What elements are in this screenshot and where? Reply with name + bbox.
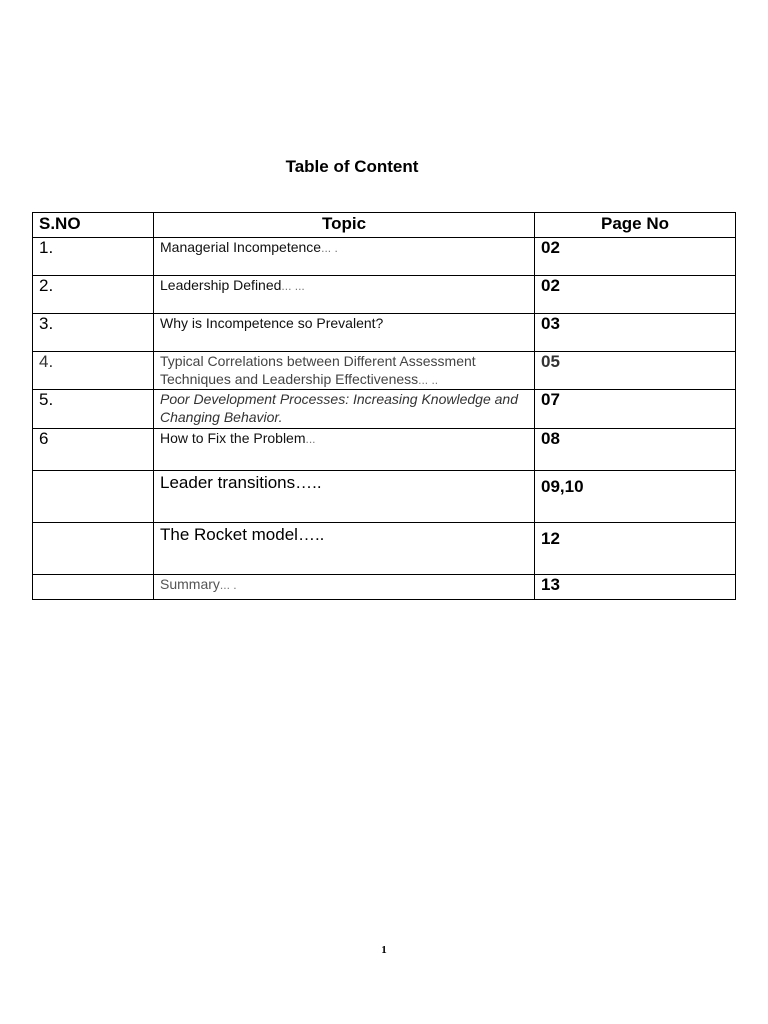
row-sno	[33, 471, 154, 523]
row-sno	[33, 575, 154, 600]
topic-text: Typical Correlations between Different Assessment Techniques and Leadership Effectiveness	[160, 353, 476, 387]
row-topic	[154, 575, 535, 600]
topic-text: How to Fix the Problem	[160, 430, 306, 446]
row-topic	[154, 238, 535, 276]
topic-text: Leadership Defined	[160, 277, 282, 293]
row-page: 07	[535, 390, 736, 429]
table-row	[33, 471, 736, 523]
table-header-row	[33, 213, 736, 238]
row-page: 05	[535, 352, 736, 390]
row-page: 03	[535, 314, 736, 352]
row-sno: 5.	[33, 390, 154, 429]
row-topic	[154, 276, 535, 314]
row-sno: 3.	[33, 314, 154, 352]
table-of-contents	[32, 212, 736, 600]
row-topic	[154, 352, 535, 390]
topic-dots: ... .	[219, 578, 237, 592]
table-row	[33, 429, 736, 471]
topic-text: Leader transitions…..	[160, 473, 322, 492]
row-page: 08	[535, 429, 736, 471]
row-sno: 6	[33, 429, 154, 471]
page-title: Table of Content	[285, 157, 419, 176]
table-row	[33, 276, 736, 314]
topic-dots: ... .	[321, 241, 338, 255]
topic-text: Summary	[160, 576, 220, 592]
topic-dots: ... ...	[281, 279, 305, 293]
row-page: 02	[535, 238, 736, 276]
table-row	[33, 523, 736, 575]
row-page: 02	[535, 276, 736, 314]
row-sno	[33, 523, 154, 575]
table-row	[33, 390, 736, 429]
table-row	[33, 314, 736, 352]
topic-text: Why is Incompetence so Prevalent?	[160, 315, 384, 331]
row-page: 12	[535, 523, 736, 575]
topic-text: The Rocket model…..	[160, 525, 325, 544]
header-sno: S.NO	[33, 213, 154, 238]
row-topic	[154, 471, 535, 523]
topic-text: Poor Development Processes: Increasing Knowledge and Changing Behavior.	[160, 391, 518, 425]
row-topic	[154, 314, 535, 352]
row-sno: 2.	[33, 276, 154, 314]
row-topic	[154, 390, 535, 429]
topic-dots: ... ..	[418, 373, 439, 387]
table-row	[33, 352, 736, 390]
table-row	[33, 575, 736, 600]
page-number: 1	[381, 944, 387, 956]
topic-dots: ...	[305, 432, 316, 446]
row-page: 13	[535, 575, 736, 600]
row-sno: 4.	[33, 352, 154, 390]
topic-text: Managerial Incompetence	[160, 239, 322, 255]
row-topic	[154, 429, 535, 471]
row-page: 09,10	[535, 471, 736, 523]
row-sno: 1.	[33, 238, 154, 276]
header-topic: Topic	[154, 213, 535, 238]
header-page-no: Page No	[535, 213, 736, 238]
row-topic	[154, 523, 535, 575]
table-row	[33, 238, 736, 276]
